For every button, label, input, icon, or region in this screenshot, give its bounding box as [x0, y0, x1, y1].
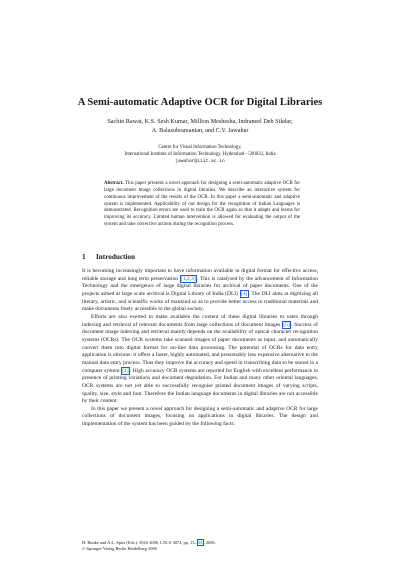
- author-list: [40, 118, 360, 135]
- paragraph-2-text-b: . Success of document image indexing and retrieval mainly depends on the availability of optical character recognition systems (OCRs). The OCR systems take scanned images of paper documents as input, and automatically convert them into digital format for on-line data processing. The potential of OCRs for data entry application is obvious: it offers a faster, highly automated, and presumably less expensive alternative to the manual data entry process. Thus they improve the accuracy and speed in transcribing data to be stored in a computer system: [82, 321, 318, 374]
- citation-link[interactable]: [4]: [240, 290, 248, 297]
- author-email[interactable]: jawahar@iiit.ac.in: [175, 159, 225, 164]
- citation-link[interactable]: [1]: [122, 367, 129, 374]
- paragraph-1-text-a: It is becoming increasingly important to have information available in digital format for effective access, reliable storage and long term preservation: [82, 268, 318, 282]
- abstract-label: Abstract.: [104, 181, 124, 186]
- authors-line-1: Sachin Rawat, K.S. Sesh Kumar, Million Meshesha, Indraneel Deb Sikdar,: [107, 118, 293, 125]
- paragraph-1-text-b: . This is catalysed by the advancement of Information Technology and the emergence of large digital libraries for archival of paper documents. One of the projects aimed at large scale archival is Digital Library of India (DLI): [82, 275, 318, 297]
- copyright-line: © Springer-Verlag Berlin Heidelberg 2006: [82, 546, 157, 552]
- section-heading: [82, 253, 135, 262]
- paragraph-1-text-c: . The DLI aims at digitizing all literary, artistic, and scientific works of mankind so as to provide better access to traditional materials and make documents freely accessible to the global society.: [82, 290, 318, 313]
- paragraph-1: [82, 268, 318, 314]
- abstract-text: This paper presents a novel approach for designing a semi-automatic adaptive OCR for large document image collections in digital libraries. We describe an interactive system for continuous improvement of the results of the OCR. In this paper a semi-automatic and adaptive system is implemented. Applicability of our design for the recognition of Indian Languages is demonstrated. Recognition errors are used to train the OCR again so that it adapts and learns for improving its accuracy. Limited human intervention is allowed for evaluating the output of the system and take corrective actions during the recognition process.: [104, 181, 300, 228]
- affiliation: [40, 144, 360, 165]
- citation-info-text-a: H. Bunke and A.L. Spitz (Eds.): DAS 2006, LNCS 3872, pp. 13–: [82, 540, 197, 545]
- section-number: 1: [82, 253, 86, 261]
- paper-title: A Semi-automatic Adaptive OCR for Digital Libraries: [77, 97, 323, 108]
- citation-link[interactable]: 24: [197, 540, 203, 545]
- paragraph-2-text-c: . High accuracy OCR systems are reported for English with excellent performance in presence of printing variations and document degradation. For Indian and many other oriental languages, OCR systems are not yet able to successfully recognise printed document images of varying scripts, quality, size, style and font. Therefore the Indian language documents in digital libraries are not accessible by their content.: [82, 367, 318, 405]
- affiliation-line-2: International Institute of Information Technology, Hyderabad - 500032, India: [124, 152, 276, 157]
- citation-info-text-b: , 2006.: [203, 540, 216, 545]
- authors-line-2: A. Balasubramanian, and C.V. Jawahar: [151, 126, 249, 134]
- affiliation-line-1: Centre for Visual Information Technology,: [158, 145, 242, 150]
- paragraph-2: [82, 314, 318, 406]
- citation-link[interactable]: [1,2,3]: [180, 275, 196, 282]
- paragraph-3: In this paper we present a novel approach for designing a semi-automatic and adaptive OCR for large collections of document images, focusing on applications in digital libraries. The design and implementation of the system has been guided by the following facts:: [82, 405, 318, 428]
- section-body: [82, 268, 318, 429]
- copyright-footer: [82, 540, 322, 552]
- abstract: [104, 181, 300, 229]
- citation-link[interactable]: [5]: [283, 321, 290, 328]
- paragraph-2-text-a: Efforts are also exerted to make available the content of these digital libraries to users through indexing and retrieval of relevant documents from large collections of document images: [82, 313, 318, 328]
- section-title: Introduction: [96, 253, 136, 261]
